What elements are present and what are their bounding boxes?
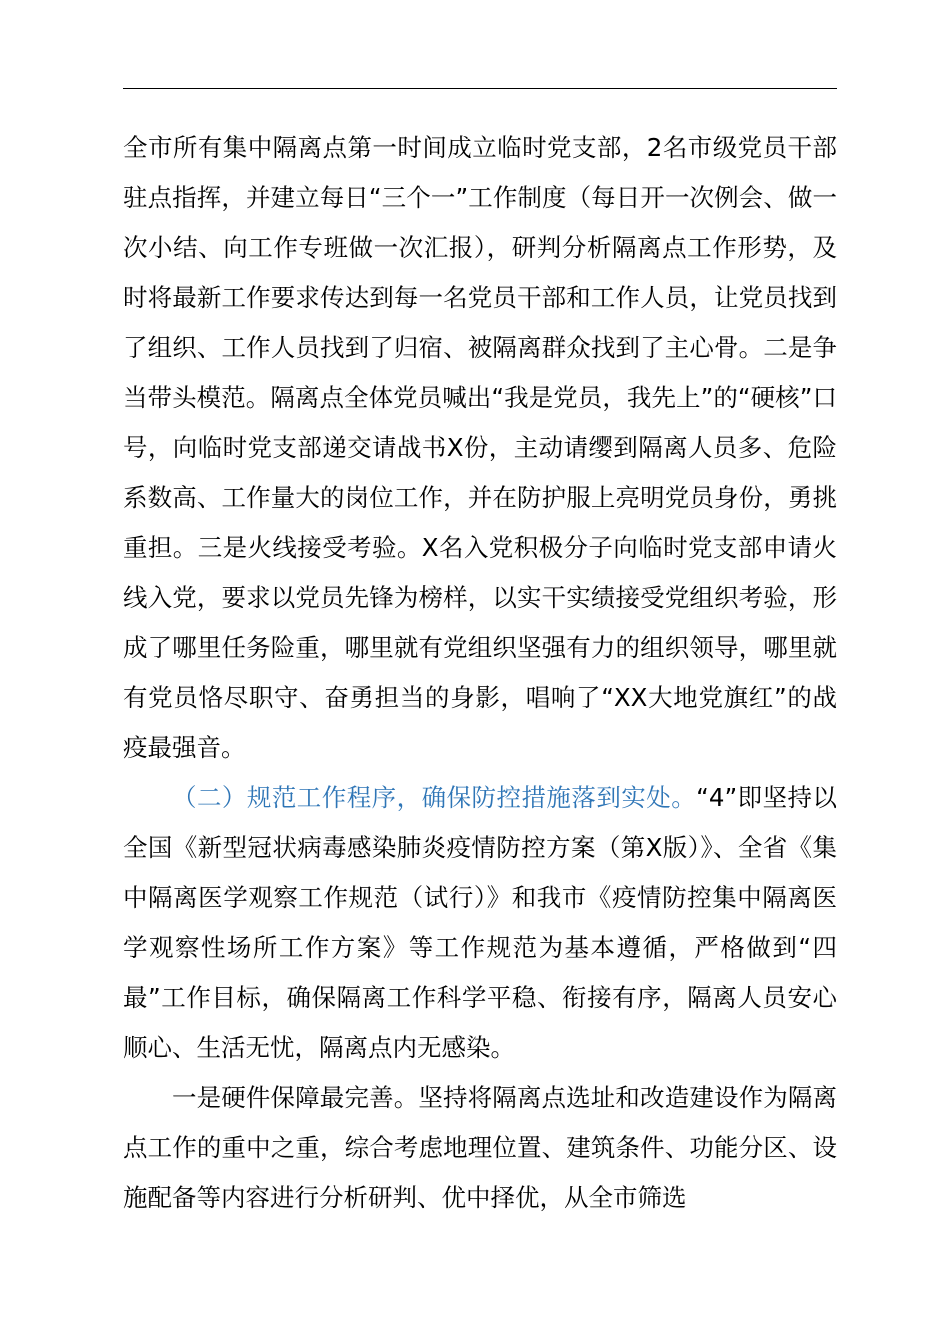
paragraph-1	[123, 123, 837, 773]
paragraph-3	[123, 1073, 837, 1223]
paragraph-3-text: 一是硬件保障最完善。坚持将隔离点选址和改造建设作为隔离点工作的重中之重，综合考虑地理位置、建筑条件、功能分区、设施配备等内容进行分析研判、优中择优，从全市筛选	[123, 1083, 837, 1212]
paragraph-1-text: 全市所有集中隔离点第一时间成立临时党支部，2名市级党员干部驻点指挥，并建立每日“三个一”工作制度（每日开一次例会、做一次小结、向工作专班做一次汇报），研判分析隔离点工作形势，及时将最新工作要求传达到每一名党员干部和工作人员，让党员找到了组织、工作人员找到了归宿、被隔离群众找到了主心骨。二是争当带头模范。隔离点全体党员喊出“我是党员，我先上”的“硬核”口号，向临时党支部递交请战书X份，主动请缨到隔离人员多、危险系数高、工作量大的岗位工作，并在防护服上亮明党员身份，勇挑重担。三是火线接受考验。X名入党积极分子向临时党支部申请火线入党，要求以党员先锋为榜样，以实干实绩接受党组织考验，形成了哪里任务险重，哪里就有党组织坚强有力的组织领导，哪里就有党员恪尽职守、奋勇担当的身影，唱响了“XX大地党旗红”的战疫最强音。	[123, 133, 837, 762]
paragraph-2-text: “4”即坚持以全国《新型冠状病毒感染肺炎疫情防控方案（第X版）》、全省《集中隔离医学观察工作规范（试行）》和我市《疫情防控集中隔离医学观察性场所工作方案》等工作规范为基本遵循，严格做到“四最”工作目标，确保隔离工作科学平稳、衔接有序，隔离人员安心顺心、生活无忧，隔离点内无感染。	[123, 783, 837, 1062]
header-rule	[123, 88, 837, 89]
document-body	[123, 123, 837, 1223]
section-heading: （二）规范工作程序，确保防控措施落到实处。	[172, 783, 697, 812]
paragraph-2	[123, 773, 837, 1073]
